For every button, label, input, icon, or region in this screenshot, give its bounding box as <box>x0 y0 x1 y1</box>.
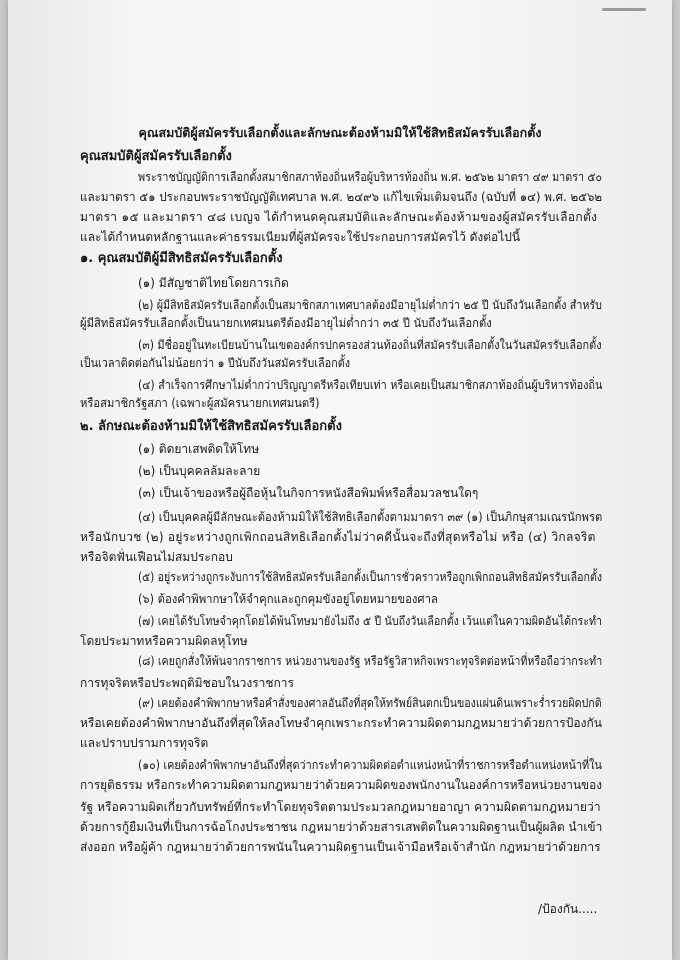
paper-sheet <box>8 0 672 960</box>
part1-line: (๔) สำเร็จการศึกษาไม่ต่ำกว่าปริญญาตรีหรือเทียบเท่า หรือเคยเป็นสมาชิกสภาท้องถิ่นผู้บริหารท้องถิ่น <box>138 378 603 392</box>
part2-line: (๗) เคยได้รับโทษจำคุกโดยได้พ้นโทษมายังไม่ถึง ๕ ปี นับถึงวันเลือกตั้ง เว้นแต่ในความผิดอันได้กระทำ <box>138 614 603 628</box>
intro-line: และมาตรา ๕๑ ประกอบพระราชบัญญัติเทศบาล พ.ศ. ๒๔๙๖ แก้ไขเพิ่มเติมจนถึง (ฉบับที่ ๑๔) พ.ศ. ๒๕๖๒ <box>80 190 603 204</box>
part2-line: และปราบปรามการทุจริต <box>80 736 209 750</box>
part2-line: หรือจิตฟั่นเฟือนไม่สมประกอบ <box>80 550 233 564</box>
intro-line: มาตรา ๑๕ และมาตรา ๔๘ เบญจ ได้กำหนดคุณสมบัติและลักษณะต้องห้ามของผู้สมัครรับเลือกตั้ง <box>80 210 598 224</box>
part1-line: (๑) มีสัญชาติไทยโดยการเกิด <box>138 276 289 290</box>
part1-line: เป็นเวลาติดต่อกันไม่น้อยกว่า ๑ ปีนับถึงวันสมัครรับเลือกตั้ง <box>80 356 351 370</box>
part2-line: (๙) เคยต้องคำพิพากษาหรือคำสั่งของศาลอันถึงที่สุดให้ทรัพย์สินตกเป็นของแผ่นดินเพราะร่ำรวยผิดปกติ <box>138 696 602 710</box>
part1-line: ผู้มีสิทธิสมัครรับเลือกตั้งเป็นนายกเทศมนตรีต้องมีอายุไม่ต่ำกว่า ๓๕ ปี นับถึงวันเลือกตั้ง <box>80 316 492 330</box>
part1-line: หรือสมาชิกรัฐสภา (เฉพาะผู้สมัครนายกเทศมนตรี) <box>80 396 320 410</box>
intro-line: พระราชบัญญัติการเลือกตั้งสมาชิกสภาท้องถิ่นหรือผู้บริหารท้องถิ่น พ.ศ. ๒๕๖๒ มาตรา ๔๙ มาตรา ๕๐ <box>138 170 603 184</box>
part2-line: (๔) เป็นบุคคลผู้มีลักษณะต้องห้ามมิให้ใช้สิทธิเลือกตั้งตามมาตรา ๓๙ (๑) เป็นภิกษุสามเณรนักพรต <box>138 510 603 524</box>
part2-line: (๘) เคยถูกสั่งให้พ้นจากราชการ หน่วยงานของรัฐ หรือรัฐวิสาหกิจเพราะทุจริตต่อหน้าที่หรือถือว่ากระทำ <box>138 654 603 668</box>
part2-heading: ๒. ลักษณะต้องห้ามมิให้ใช้สิทธิสมัครรับเลือกตั้ง <box>80 419 342 434</box>
part2-line: การยุติธรรม หรือกระทำความผิดตามกฎหมายว่าด้วยความผิดของพนักงานในองค์การหรือหน่วยงานของ <box>80 778 603 792</box>
part2-line: การทุจริตหรือประพฤติมิชอบในวงราชการ <box>80 676 294 690</box>
intro-line: และได้กำหนดหลักฐานและค่าธรรมเนียมที่ผู้สมัครจะใช้ประกอบการสมัครไว้ ดังต่อไปนี้ <box>80 230 521 244</box>
part2-line: (๒) เป็นบุคคลล้มละลาย <box>138 464 261 478</box>
continuation-marker: /ป้องกัน..... <box>538 902 598 916</box>
part2-line: (๑) ติดยาเสพติดให้โทษ <box>138 442 260 456</box>
part1-heading: ๑. คุณสมบัติผู้มีสิทธิสมัครรับเลือกตั้ง <box>80 251 283 266</box>
document-body <box>8 0 672 960</box>
part1-line: (๒) ผู้มีสิทธิสมัครรับเลือกตั้งเป็นสมาชิกสภาเทศบาลต้องมีอายุไม่ต่ำกว่า ๒๕ ปี นับถึงวันเลือกตั้ง สำหรับ <box>138 298 602 312</box>
part2-line: โดยประมาทหรือความผิดลหุโทษ <box>80 634 248 648</box>
part2-line: หรือนักบวช (๒) อยู่ระหว่างถูกเพิกถอนสิทธิเลือกตั้งไม่ว่าคดีนั้นจะถึงที่สุดหรือไม่ หรือ (๔) วิกลจริต <box>80 530 596 544</box>
part2-line: (๓) เป็นเจ้าของหรือผู้ถือหุ้นในกิจการหนังสือพิมพ์หรือสื่อมวลชนใดๆ <box>138 486 479 500</box>
part2-line: (๑๐) เคยต้องคำพิพากษาอันถึงที่สุดว่ากระทำความผิดต่อตำแหน่งหน้าที่ราชการหรือตำแหน่งหน้าที่ใน <box>138 758 602 772</box>
part1-line: (๓) มีชื่ออยู่ในทะเบียนบ้านในเขตองค์กรปกครองส่วนท้องถิ่นที่สมัครรับเลือกตั้งในวันสมัครรับเลือกตั้ง <box>138 338 602 352</box>
part2-line: รัฐ หรือความผิดเกี่ยวกับทรัพย์ที่กระทำโดยทุจริตตามประมวลกฎหมายอาญา ความผิดตามกฎหมายว่า <box>80 800 601 814</box>
part2-line: ด้วยการกู้ยืมเงินที่เป็นการฉ้อโกงประชาชน กฎหมายว่าด้วยสารเสพติดในความผิดฐานเป็นผู้ผลิต นำเข้า <box>80 820 603 834</box>
part2-line: (๖) ต้องคำพิพากษาให้จำคุกและถูกคุมขังอยู่โดยหมายของศาล <box>138 592 438 606</box>
section-heading: คุณสมบัติผู้สมัครรับเลือกตั้ง <box>80 149 232 164</box>
part2-line: (๕) อยู่ระหว่างถูกระงับการใช้สิทธิสมัครรับเลือกตั้งเป็นการชั่วคราวหรือถูกเพิกถอนสิทธิสมัครรับเลือกตั้ง <box>138 570 603 584</box>
part2-line: หรือเคยต้องคำพิพากษาอันถึงที่สุดให้ลงโทษจำคุกเพราะกระทำความผิดตามกฎหมายว่าด้วยการป้องกัน <box>80 716 602 730</box>
document-title: คุณสมบัติผู้สมัครรับเลือกตั้งและลักษณะต้องห้ามมิให้ใช้สิทธิสมัครรับเลือกตั้ง <box>138 125 542 140</box>
part2-line: ส่งออก หรือผู้ค้า กฎหมายว่าด้วยการพนันในความผิดฐานเป็นเจ้ามือหรือเจ้าสำนัก กฎหมายว่าด้วยการ <box>80 840 601 854</box>
